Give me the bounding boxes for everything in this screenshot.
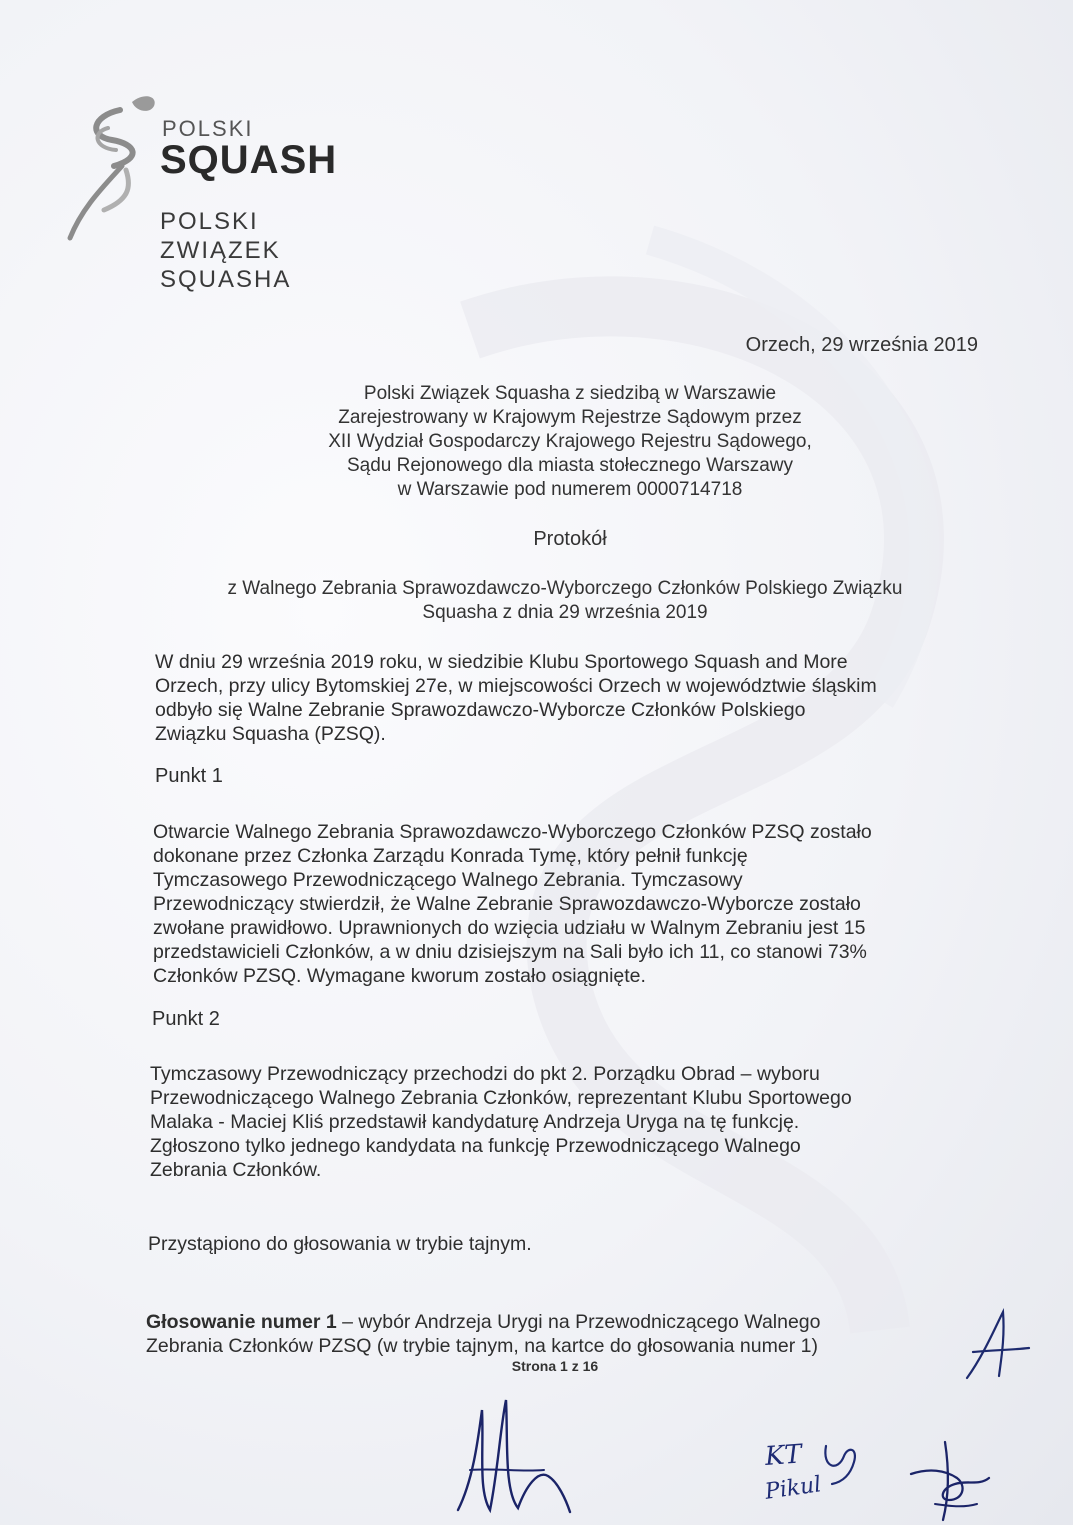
document-title: Protokół: [533, 528, 607, 550]
org-name-line-2: ZWIĄZEK: [160, 237, 281, 264]
registry-line: Polski Związek Squasha z siedzibą w Warszawie: [363, 383, 777, 404]
punkt-1-line: przedstawicieli Członków, a w dniu dzisiejszym na Sali było ich 11, co stanowi 73%: [153, 941, 867, 963]
signature-squiggle: [818, 1438, 868, 1488]
registry-line: XII Wydział Gospodarczy Krajowego Rejestru Sądowego,: [328, 431, 812, 452]
subtitle-line: Squasha z dnia 29 września 2019: [422, 602, 708, 623]
vote-1-description: – wybór Andrzeja Urygi na Przewodniczącego Walnego: [336, 1311, 821, 1333]
punkt-2-line: Malaka - Maciej Kliś przedstawił kandydaturę Andrzeja Uryga na tę funkcję.: [150, 1111, 800, 1133]
vote-1-label: Głosowanie numer 1: [146, 1311, 337, 1333]
logo-brand-big: SQUASH: [160, 138, 338, 182]
punkt-2-line: Tymczasowy Przewodniczący przechodzi do pkt 2. Porządku Obrad – wyboru: [150, 1063, 820, 1085]
signature-word-text: Pikul: [763, 1472, 823, 1505]
punkt-1-line: Przewodniczący stwierdził, że Walne Zebranie Sprawozdawczo-Wyborcze zostało: [153, 893, 861, 915]
punkt-1-paragraph: [153, 820, 983, 988]
voting-statement: Przystąpiono do głosowania w trybie tajnym.: [148, 1233, 532, 1255]
punkt-1-line: dokonane przez Członka Zarządu Konrada Tymę, który pełnił funkcję: [153, 845, 748, 867]
signature-right: [905, 1438, 995, 1523]
punkt-1-heading: Punkt 1: [155, 765, 223, 787]
page-number: [440, 1358, 670, 1374]
punkt-1-line: Tymczasowego Przewodniczącego Walnego Zebrania. Tymczasowy: [153, 869, 743, 891]
document-subtitle: [160, 577, 970, 625]
punkt-1-line: Otwarcie Walnego Zebrania Sprawozdawczo-Wyborczego Członków PZSQ zostało: [153, 821, 872, 843]
page-number-total: 16: [582, 1358, 599, 1374]
punkt-2-paragraph: [150, 1062, 980, 1182]
punkt-1-line: Członków PZSQ. Wymagane kworum zostało osiągnięte.: [153, 965, 646, 987]
page-number-prefix: Strona: [511, 1358, 561, 1374]
signature-initials-text: KT: [764, 1439, 803, 1472]
page-number-current: 1: [560, 1358, 568, 1374]
punkt-2-heading: Punkt 2: [152, 1008, 220, 1030]
vote-1-paragraph: [146, 1310, 946, 1358]
punkt-2-line: Przewodniczącego Walnego Zebrania Członków, reprezentant Klubu Sportowego: [150, 1087, 852, 1109]
punkt-1-line: zwołane prawidłowo. Uprawnionych do wzięcia udziału w Walnym Zebraniu jest 15: [153, 917, 866, 939]
registry-block: [200, 382, 940, 502]
intro-line: W dniu 29 września 2019 roku, w siedzibie Klubu Sportowego Squash and More: [155, 651, 848, 673]
signature-initials-kt: [763, 1439, 823, 1505]
subtitle-line: z Walnego Zebrania Sprawozdawczo-Wyborczego Członków Polskiego Związku: [227, 578, 903, 599]
page-number-separator: z: [567, 1358, 583, 1374]
org-name-line-1: POLSKI: [160, 208, 259, 235]
registry-line: w Warszawie pod numerem 0000714718: [397, 479, 743, 500]
margin-initial-signature: [955, 1308, 1035, 1383]
intro-line: Orzech, przy ulicy Bytomskiej 27e, w miejscowości Orzech w województwie śląskim: [155, 675, 877, 697]
intro-line: odbyło się Walne Zebranie Sprawozdawczo-Wyborcze Członków Polskiego: [155, 699, 806, 721]
document-date: Orzech, 29 września 2019: [745, 334, 978, 356]
intro-paragraph: [155, 650, 985, 746]
signature-main: [448, 1390, 588, 1520]
punkt-2-line: Zgłoszono tylko jednego kandydata na funkcję Przewodniczącego Walnego: [150, 1135, 801, 1157]
logo-brand-small: POLSKI: [162, 116, 254, 141]
registry-line: Sądu Rejonowego dla miasta stołecznego Warszawy: [346, 455, 794, 476]
vote-1-line-2: Zebrania Członków PZSQ (w trybie tajnym, na kartce do głosowania numer 1): [146, 1335, 818, 1357]
intro-line: Związku Squasha (PZSQ).: [155, 723, 386, 745]
vote-1-line-1: [146, 1310, 946, 1334]
registry-line: Zarejestrowany w Krajowym Rejestrze Sądowym przez: [338, 407, 802, 428]
punkt-2-line: Zebrania Członków.: [150, 1159, 322, 1181]
org-name-line-3: SQUASHA: [160, 266, 292, 293]
